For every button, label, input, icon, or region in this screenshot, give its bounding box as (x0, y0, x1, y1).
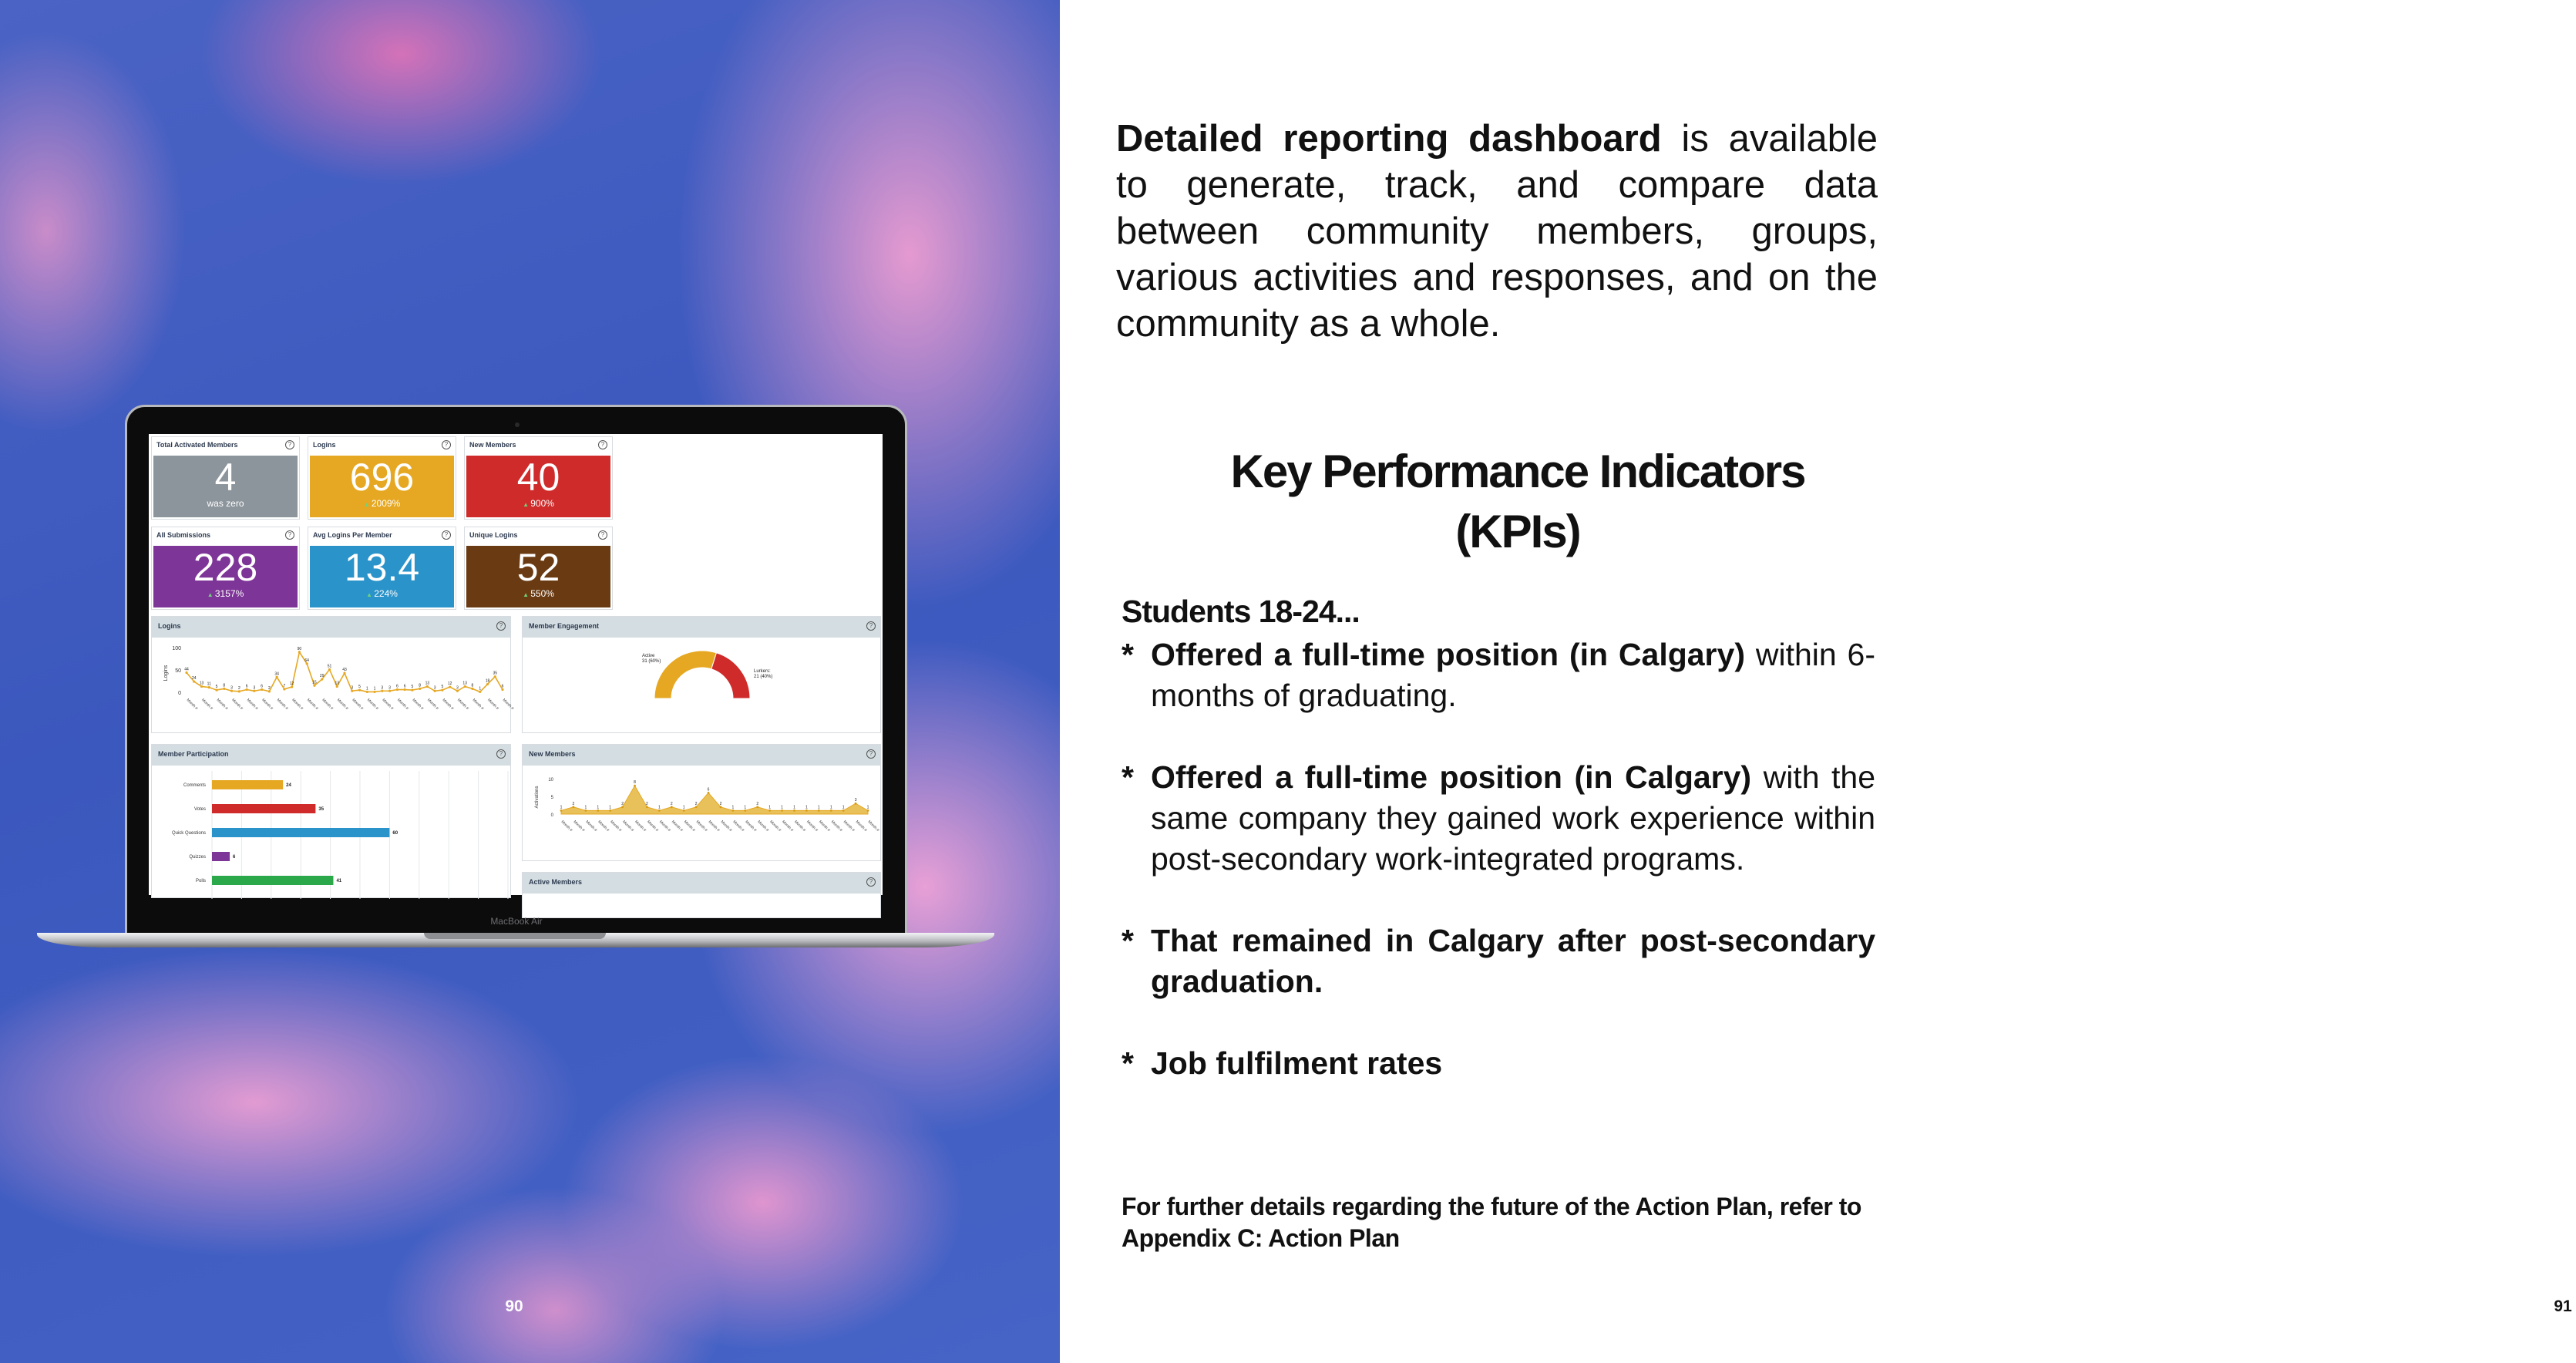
x-tick-label: Month # (572, 819, 586, 833)
x-tick-label: Month # (200, 698, 214, 712)
new-members-point (756, 806, 758, 808)
new-members-data-label: 1 (829, 805, 832, 810)
new-members-data-label: 1 (731, 805, 735, 810)
left-page-background (0, 0, 1060, 1363)
participation-bar (212, 852, 230, 861)
new-members-point (744, 809, 746, 812)
logins-data-label: 8 (419, 683, 422, 688)
participation-bar (212, 780, 283, 789)
member-participation-panel (151, 744, 511, 898)
new-members-point (818, 809, 820, 812)
logins-data-label: 5 (441, 685, 444, 690)
participation-bar (212, 804, 315, 813)
bullet-bold: That remained in Calgary after post-secondary graduation. (1151, 923, 1875, 999)
new-members-point (855, 803, 857, 805)
new-members-point (683, 809, 685, 812)
help-icon[interactable]: ? (285, 530, 294, 540)
panel-title: Active Members (523, 873, 880, 894)
x-tick-label: Month # (793, 819, 807, 833)
kpi-change-text: 550% (530, 588, 554, 599)
logins-data-label: 7 (283, 683, 286, 688)
logins-data-label: 44 (184, 667, 189, 672)
bullet-bold: Job fulfilment rates (1151, 1045, 1443, 1081)
help-icon[interactable]: ? (285, 440, 294, 449)
page-number: 91 (2554, 1297, 2572, 1315)
x-tick-label: Month # (731, 819, 745, 833)
x-tick-label: Month # (291, 698, 304, 712)
logins-data-label: 64 (304, 658, 309, 663)
up-arrow-icon: ▲ (366, 591, 375, 598)
logins-data-label: 11 (207, 682, 211, 687)
new-members-panel (522, 744, 881, 861)
x-tick-label: Month # (456, 698, 470, 712)
x-tick-label: Month # (395, 698, 409, 712)
x-tick-label: Month # (261, 698, 274, 712)
new-members-data-label: 3 (854, 798, 857, 803)
new-members-point (867, 809, 869, 812)
x-tick-label: Month # (854, 819, 868, 833)
logins-data-label: 12 (289, 682, 294, 687)
lurkers-value: 21 (40%) (754, 675, 773, 679)
kpi-change (153, 589, 298, 600)
logins-panel (151, 616, 515, 733)
logins-data-label: 29 (319, 674, 325, 679)
new-members-point (830, 809, 832, 812)
bullet-bold: Offered a full-time position (in Calgary) (1151, 759, 1752, 795)
kpi-value: 52 (516, 546, 560, 589)
x-tick-label: Month # (805, 819, 819, 833)
x-tick-label: Month # (781, 819, 795, 833)
dashboard-screen (149, 434, 883, 895)
new-members-data-label: 2 (719, 801, 722, 806)
up-arrow-icon: ▲ (207, 591, 215, 598)
x-tick-label: Month # (365, 698, 379, 712)
logins-data-label: 13 (199, 681, 204, 686)
category-label: Quizzes (189, 855, 206, 860)
new-members-data-label: 2 (670, 801, 673, 806)
bullet-text (1151, 920, 1875, 1002)
new-members-data-label: 1 (817, 805, 820, 810)
x-tick-label: Month # (185, 698, 199, 712)
new-members-data-label: 2 (646, 801, 648, 806)
bullet-star: * (1122, 923, 1134, 958)
kpi-value: 4 (214, 456, 237, 499)
engagement-slice (711, 653, 750, 698)
kpi-tile-label: All Submissions (156, 531, 211, 539)
bullet-text (1151, 1043, 1875, 1084)
participation-bar-chart (152, 766, 512, 899)
kpi-change-text: was zero (207, 498, 244, 509)
kpi-tile-label: Total Activated Members (156, 441, 238, 449)
x-tick-label: Month # (646, 819, 660, 833)
category-label: Votes (193, 807, 206, 812)
new-members-data-label: 1 (584, 805, 587, 810)
x-tick-label: Month # (215, 698, 229, 712)
panel-title: New Members (523, 745, 880, 766)
help-icon[interactable]: ? (496, 621, 506, 631)
new-members-data-label: 2 (694, 801, 698, 806)
logins-data-label: 3 (381, 685, 384, 691)
kpi-heading-line1: Key Performance Indicators (1230, 446, 1805, 497)
x-tick-label: Month # (335, 698, 349, 712)
kpi-value: 228 (193, 546, 258, 589)
new-members-point (634, 785, 636, 787)
logins-data-label: 3 (433, 685, 436, 691)
x-tick-label: Month # (609, 819, 623, 833)
logins-data-label: 1 (479, 686, 482, 692)
y-tick-label: 0 (550, 813, 553, 818)
member-engagement-panel (522, 616, 881, 733)
new-members-point (584, 809, 587, 812)
bullet-bold: Offered a full-time position (in Calgary) (1151, 637, 1745, 672)
new-members-point (597, 809, 599, 812)
x-tick-label: Month # (829, 819, 843, 833)
logins-data-label: 13 (462, 681, 467, 686)
logins-data-label: 13 (335, 681, 340, 686)
new-members-area (561, 786, 868, 814)
logins-data-label: 6 (403, 684, 406, 689)
kpi-tile-body (466, 456, 610, 517)
active-value: 31 (60%) (642, 659, 661, 664)
category-label: Quick Questions (171, 831, 206, 836)
x-tick-label: Month # (768, 819, 782, 833)
intro-rest: is available to generate, track, and compare data between community members, groups, various activities and responses, and on the community as a whole. (1116, 118, 1878, 345)
kpi-change (310, 499, 454, 510)
engagement-slice (654, 651, 716, 698)
logins-data-label: 6 (245, 684, 248, 689)
new-members-point (609, 809, 611, 812)
new-members-point (781, 809, 783, 812)
x-tick-label: Month # (425, 698, 439, 712)
kpi-tile-label: Logins (313, 441, 336, 449)
new-members-data-label: 1 (793, 805, 795, 810)
x-tick-label: Month # (305, 698, 319, 712)
x-tick-label: Month # (584, 819, 598, 833)
y-axis-label: Logins (163, 665, 169, 682)
kpi-tile (308, 527, 456, 610)
new-members-data-label: 6 (707, 787, 710, 793)
x-tick-label: Month # (411, 698, 425, 712)
logins-data-label: 18 (485, 678, 490, 684)
kpi-tile-body (310, 546, 454, 607)
x-tick-label: Month # (275, 698, 289, 712)
x-tick-label: Month # (621, 819, 635, 833)
new-members-data-label: 8 (634, 780, 636, 786)
kpi-heading-line2: (KPIs) (1455, 506, 1580, 557)
logins-data-label: 90 (297, 646, 302, 651)
intro-paragraph (1116, 116, 1878, 347)
kpi-tile-label: New Members (469, 441, 516, 449)
category-label: Polls (195, 879, 206, 883)
logins-data-label: 3 (253, 685, 256, 691)
help-icon[interactable]: ? (866, 621, 876, 631)
new-members-point (768, 809, 771, 812)
help-icon[interactable]: ? (598, 440, 607, 449)
logins-data-label: 43 (342, 668, 347, 673)
x-tick-label: Month # (817, 819, 831, 833)
up-arrow-icon: ▲ (523, 591, 531, 598)
help-icon[interactable]: ? (866, 749, 876, 759)
active-members-panel (522, 872, 881, 918)
laptop-notch (424, 933, 606, 939)
bullet-text (1151, 757, 1875, 880)
category-label: Comments (183, 783, 206, 788)
logins-data-label: 5 (358, 685, 361, 690)
up-arrow-icon: ▲ (523, 501, 531, 508)
logins-data-label: 34 (274, 671, 279, 677)
logins-data-label: 5 (411, 685, 414, 690)
participation-bar (212, 876, 333, 885)
further-line1: For further details regarding the future of the Action Plan, refer to (1122, 1193, 1861, 1220)
logins-data-label: 8 (471, 683, 474, 688)
bar-value-label: 24 (286, 783, 291, 788)
help-icon[interactable]: ? (496, 749, 506, 759)
help-icon[interactable]: ? (598, 530, 607, 540)
students-subheading: Students 18-24... (1122, 594, 1360, 629)
y-tick-label: 10 (548, 778, 553, 782)
up-arrow-icon: ▲ (363, 501, 372, 508)
bar-value-label: 6 (233, 855, 236, 860)
kpi-value: 696 (349, 456, 415, 499)
x-tick-label: Month # (501, 698, 515, 712)
lurkers-label: Lurkers: (754, 669, 771, 674)
kpi-value: 40 (516, 456, 560, 499)
intro-bold: Detailed reporting dashboard (1116, 118, 1662, 160)
y-tick-label: 0 (178, 691, 181, 696)
logins-data-label: 6 (395, 684, 399, 689)
kpi-tile (464, 527, 613, 610)
kpi-value: 13.4 (344, 546, 420, 589)
y-axis-label: Activations (535, 786, 540, 809)
kpi-tile (464, 436, 613, 520)
new-members-data-label: 1 (842, 805, 845, 810)
logins-data-label: 1 (373, 686, 376, 692)
camera-icon (515, 422, 520, 427)
x-tick-label: Month # (719, 819, 733, 833)
new-members-data-label: 1 (609, 805, 612, 810)
new-members-data-label: 1 (597, 805, 600, 810)
new-members-data-label: 1 (805, 805, 808, 810)
new-members-data-label: 1 (744, 805, 747, 810)
logins-data-label: 13 (425, 681, 430, 686)
logins-data-label: 6 (261, 684, 264, 689)
new-members-data-label: 1 (866, 805, 869, 810)
new-members-point (708, 792, 710, 794)
new-members-point (842, 809, 845, 812)
kpi-tile-body (466, 546, 610, 607)
new-members-data-label: 2 (756, 801, 759, 806)
engagement-donut-chart (523, 638, 882, 732)
new-members-point (560, 809, 563, 812)
panel-title: Member Engagement (523, 617, 880, 638)
x-tick-label: Month # (321, 698, 335, 712)
right-page (1060, 0, 2572, 1363)
new-members-data-label: 1 (768, 805, 772, 810)
new-members-point (671, 806, 673, 808)
x-tick-label: Month # (471, 698, 485, 712)
x-tick-label: Month # (657, 819, 671, 833)
further-details-note (1122, 1191, 1892, 1254)
kpi-heading (1137, 442, 1898, 562)
bar-value-label: 60 (392, 831, 399, 836)
new-members-point (646, 806, 648, 808)
logins-line-chart (152, 638, 515, 732)
kpi-tile-body (310, 456, 454, 517)
logins-data-label: 2 (267, 685, 271, 691)
x-tick-label: Month # (744, 819, 758, 833)
page-number: 90 (505, 1297, 523, 1315)
logins-data-label: 24 (191, 676, 197, 682)
x-tick-label: Month # (756, 819, 770, 833)
kpi-tile-body (153, 546, 298, 607)
new-members-point (805, 809, 808, 812)
new-members-data-label: 1 (560, 805, 563, 810)
logins-data-label: 15 (312, 680, 317, 685)
x-tick-label: Month # (560, 819, 573, 833)
y-tick-label: 50 (175, 668, 181, 674)
panel-title: Member Participation (152, 745, 510, 766)
help-icon[interactable]: ? (442, 530, 451, 540)
bullet-star: * (1122, 637, 1134, 672)
x-tick-label: Month # (381, 698, 395, 712)
new-members-data-label: 1 (682, 805, 685, 810)
x-tick-label: Month # (707, 819, 721, 833)
kpi-tile-label: Avg Logins Per Member (313, 531, 392, 539)
bullet-star: * (1122, 1045, 1134, 1081)
kpi-tile (308, 436, 456, 520)
new-members-point (621, 806, 624, 808)
new-members-data-label: 2 (572, 801, 575, 806)
x-tick-label: Month # (230, 698, 244, 712)
participation-bar (212, 828, 389, 837)
logins-data-label: 8 (223, 683, 226, 688)
y-tick-label: 5 (550, 796, 553, 800)
new-members-data-label: 1 (781, 805, 783, 810)
x-tick-label: Month # (245, 698, 259, 712)
kpi-change (310, 589, 454, 600)
bullet-rest: within 6-months of graduating. (1151, 637, 1876, 713)
y-tick-label: 100 (172, 646, 181, 651)
x-tick-label: Month # (634, 819, 647, 833)
new-members-data-label: 2 (621, 801, 624, 806)
bullet-text (1151, 634, 1875, 716)
new-members-point (695, 806, 698, 808)
kpi-tile (151, 436, 300, 520)
logins-data-label: 2 (237, 685, 240, 691)
kpi-change (466, 589, 610, 600)
new-members-data-label: 1 (657, 805, 661, 810)
logins-data-label: 3 (456, 685, 459, 691)
new-members-point (731, 809, 734, 812)
laptop-brand: MacBook Air (490, 916, 543, 927)
new-members-point (658, 809, 661, 812)
kpi-change (153, 499, 298, 508)
active-label: Active (642, 654, 655, 658)
x-tick-label: Month # (842, 819, 856, 833)
logins-data-label: 6 (501, 684, 504, 689)
panel-title: Logins (152, 617, 510, 638)
kpi-tile (151, 527, 300, 610)
x-tick-label: Month # (866, 819, 880, 833)
bar-value-label: 35 (318, 807, 325, 812)
bullet-rest: with the same company they gained work experience within post-secondary work-integrated programs. (1151, 759, 1875, 877)
further-line2: Appendix C: Action Plan (1122, 1224, 1400, 1252)
x-tick-label: Month # (597, 819, 610, 833)
new-members-point (793, 809, 795, 812)
kpi-change-text: 2009% (371, 498, 401, 509)
logins-data-label: 1 (365, 686, 368, 692)
x-tick-label: Month # (682, 819, 696, 833)
x-tick-label: Month # (441, 698, 455, 712)
new-members-point (573, 806, 575, 808)
new-members-point (720, 806, 722, 808)
new-members-area-chart (523, 766, 882, 860)
logins-data-label: 3 (351, 685, 354, 691)
kpi-tile-label: Unique Logins (469, 531, 518, 539)
logins-data-label: 5 (215, 685, 218, 690)
x-tick-label: Month # (351, 698, 365, 712)
help-icon[interactable]: ? (442, 440, 451, 449)
x-tick-label: Month # (670, 819, 684, 833)
kpi-change-text: 224% (374, 588, 398, 599)
logins-data-label: 35 (493, 671, 498, 676)
logins-data-label: 12 (447, 682, 452, 687)
kpi-change (466, 499, 610, 510)
help-icon[interactable]: ? (866, 877, 876, 887)
kpi-tile-body (153, 456, 298, 517)
kpi-change-text: 900% (530, 498, 554, 509)
bar-value-label: 41 (336, 879, 342, 883)
x-tick-label: Month # (486, 698, 500, 712)
x-tick-label: Month # (694, 819, 708, 833)
logins-data-label: 3 (230, 685, 233, 691)
bullet-star: * (1122, 759, 1134, 795)
logins-data-label: 3 (388, 685, 391, 691)
kpi-change-text: 3157% (214, 588, 244, 599)
logins-data-label: 51 (327, 664, 332, 669)
